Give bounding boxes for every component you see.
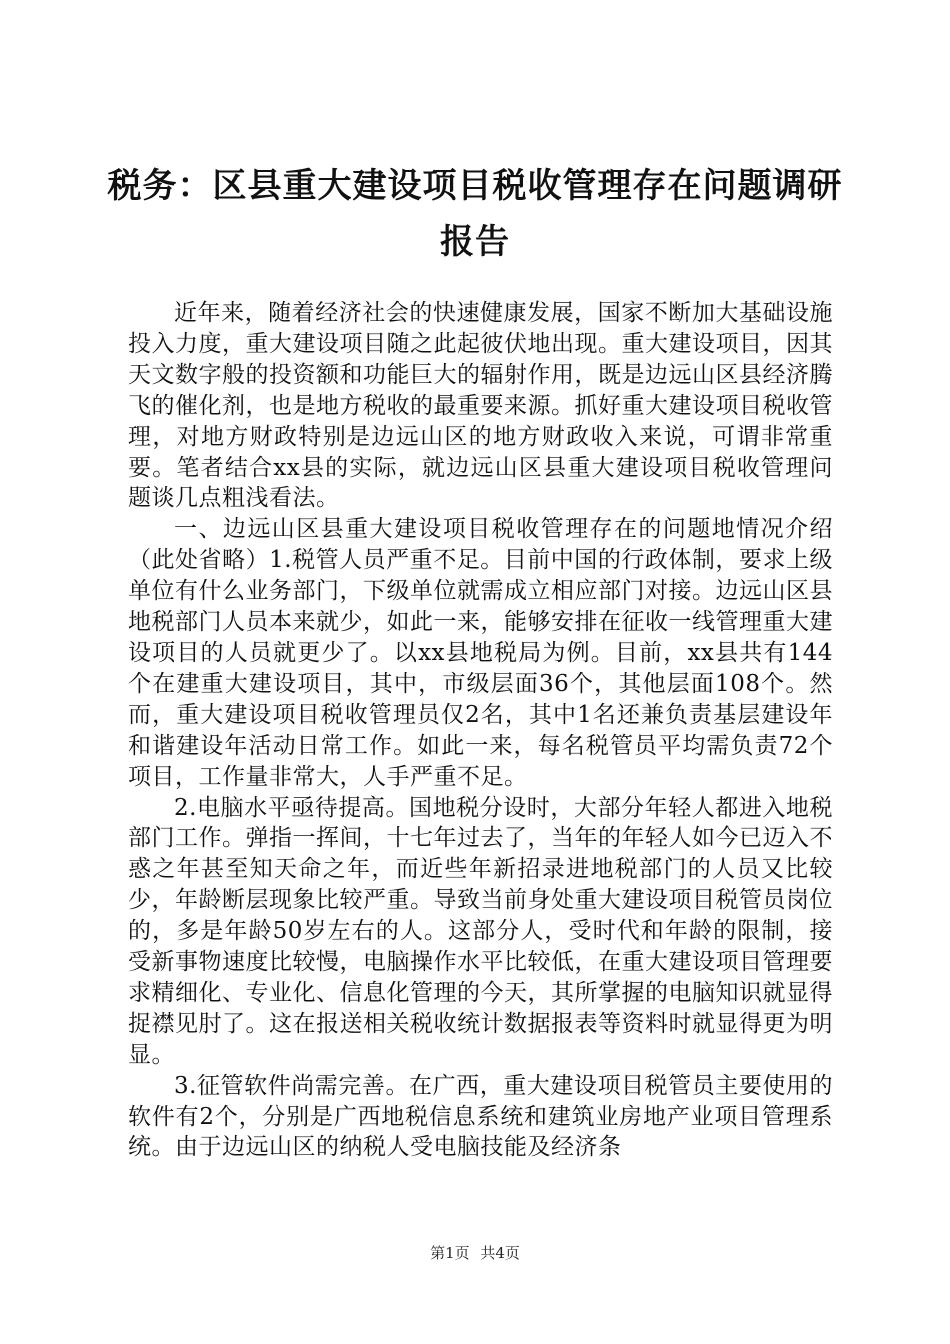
page-footer (0, 1243, 950, 1263)
page-number: 第1页 (430, 1244, 470, 1262)
paragraph-point-two: 2.电脑水平亟待提高。国地税分设时，大部分年轻人都进入地税部门工作。弹指一挥间，十七年过去了，当年的年轻人如今已迈入不惑之年甚至知天命之年，而近些年新招录进地税部门的人员又比较少，年龄断层现象比较严重。导致当前身处重大建设项目税管员岗位的，多是年龄50岁左右的人。这部分人，受时代和年龄的限制，接受新事物速度比较慢，电脑操作水平比较低，在重大建设项目管理要求精细化、专业化、信息化管理的今天，其所掌握的电脑知识就显得捉襟见肘了。这在报送相关税收统计数据报表等资料时就显得更为明显。 (128, 794, 833, 1068)
paragraph-intro: 近年来，随着经济社会的快速健康发展，国家不断加大基础设施投入力度，重大建设项目随之此起彼伏地出现。重大建设项目，因其天文数字般的投资额和功能巨大的辐射作用，既是边远山区县经济腾飞的催化剂，也是地方税收的最重要来源。抓好重大建设项目税收管理，对地方财政特别是边远山区的地方财政收入来说，可谓非常重要。笔者结合xx县的实际，就边远山区县重大建设项目税收管理问题谈几点粗浅看法。 (128, 300, 833, 512)
paragraph-section-one: 一、边远山区县重大建设项目税收管理存在的问题地情况介绍（此处省略）1.税管人员严重不足。目前中国的行政体制，要求上级单位有什么业务部门，下级单位就需成立相应部门对接。边远山区县地税部门人员本来就少，如此一来，能够安排在征收一线管理重大建设项目的人员就更少了。以xx县地税局为例。目前，xx县共有144个在建重大建设项目，其中，市级层面36个，其他层面108个。然而，重大建设项目税收管理员仅2名，其中1名还兼负责基层建设年和谐建设年活动日常工作。如此一来，每名税管员平均需负责72个项目，工作量非常大，人手严重不足。 (128, 516, 833, 790)
paragraph-point-three: 3.征管软件尚需完善。在广西，重大建设项目税管员主要使用的软件有2个，分别是广西地税信息系统和建筑业房地产业项目管理系统。由于边远山区的纳税人受电脑技能及经济条 (128, 1072, 833, 1161)
page-total: 共4页 (480, 1244, 520, 1262)
document-title: 税务：区县重大建设项目税收管理存在问题调研报告 (107, 166, 843, 262)
document-body (128, 298, 833, 1163)
